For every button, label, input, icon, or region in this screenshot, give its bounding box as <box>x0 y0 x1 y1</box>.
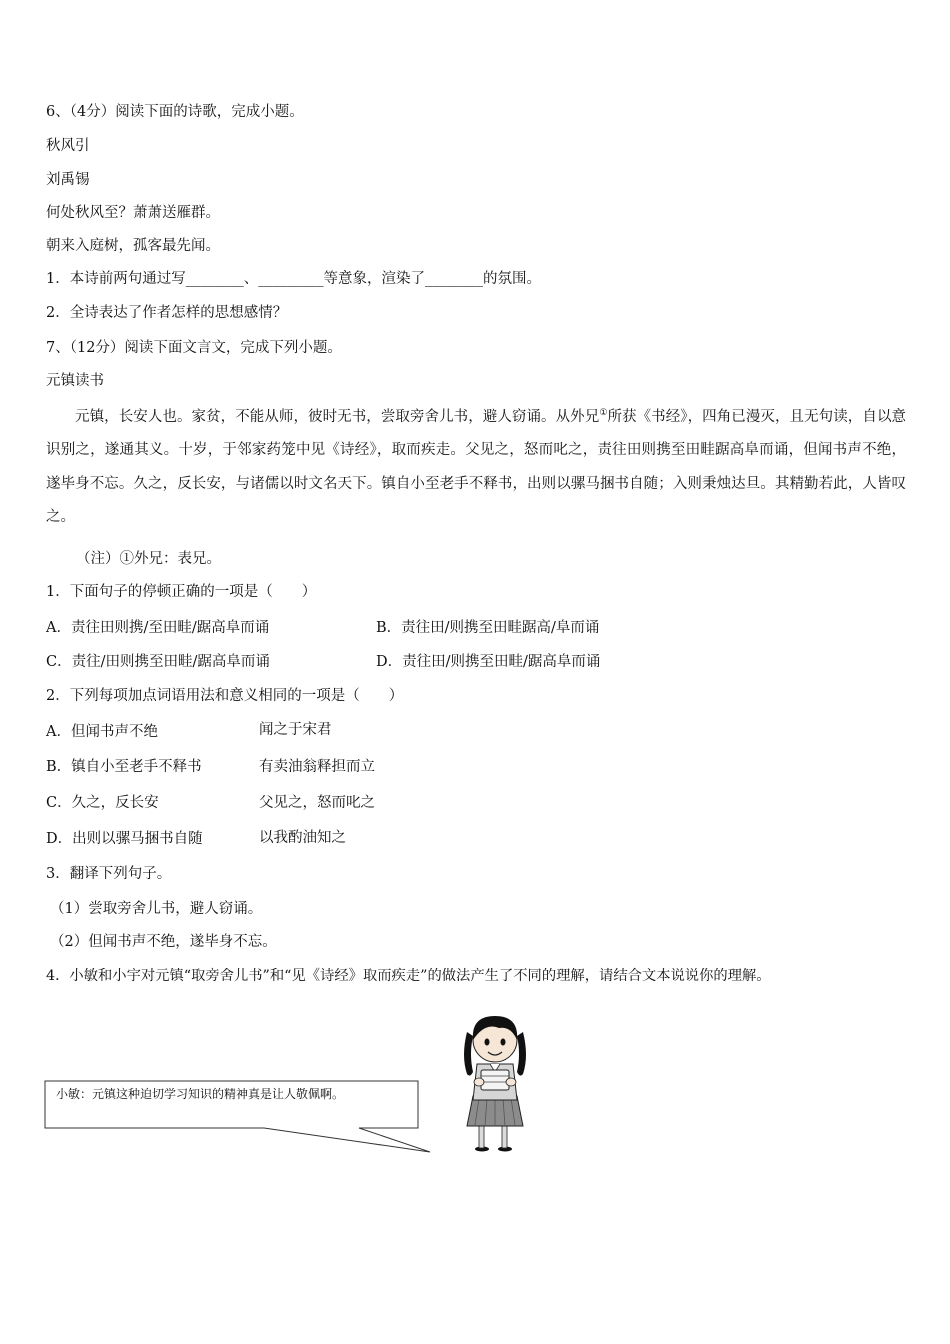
passage <box>46 397 906 535</box>
q7-sub2-option-b-left: B．镇自小至老手不释书 <box>46 759 202 775</box>
q7-sub2-stem: 2．下列每项加点词语用法和意义相同的一项是（ ） <box>46 688 404 704</box>
q7-sub4-stem: 4．小敏和小宇对元镇“取旁舍儿书”和“见《诗经》取而疾走”的做法产生了不同的理解，请结合文本说说你的理解。 <box>46 968 771 984</box>
q7-sub1-option-b: B．责往田/则携至田畦踞高/阜而诵 <box>376 620 600 636</box>
q7-header: 7、（12分）阅读下面文言文，完成下列小题。 <box>46 340 342 356</box>
q7-sub2-option-b-right: 有卖油翁释担而立 <box>259 759 375 775</box>
q7-sub2-option-a-right: 闻之于宋君 <box>259 722 332 738</box>
poem-title: 秋风引 <box>46 138 90 154</box>
q7-sub3-item-2: （2）但闻书声不绝，遂毕身不忘。 <box>50 934 277 950</box>
footnote: （注）①外兄：表兄。 <box>76 551 221 567</box>
speech-bubble-text: 小敏：元镇这种迫切学习知识的精神真是让人敬佩啊。 <box>56 1087 345 1101</box>
girl-illustration <box>455 1012 535 1152</box>
poet-name: 刘禹锡 <box>46 172 90 188</box>
q7-sub1-option-a: A．责往田则携/至田畦/踞高阜而诵 <box>46 620 270 636</box>
q7-sub1-option-d: D．责往田/则携至田畦/踞高阜而诵 <box>376 654 601 670</box>
q6-header: 6、（4分）阅读下面的诗歌，完成小题。 <box>46 104 304 120</box>
passage-part-1: 元镇，长安人也。家贫，不能从师，彼时无书，尝取旁舍儿书，避人窃诵。从外兄 <box>75 408 600 425</box>
q6-sub1: 1．本诗前两句通过写________、_________等意象，渲染了________的氛围。 <box>46 271 541 287</box>
q7-sub1-stem: 1．下面句子的停顿正确的一项是（ ） <box>46 584 317 600</box>
q7-sub2-option-c-right: 父见之，怒而叱之 <box>259 795 375 811</box>
poem-line-2: 朝来入庭树，孤客最先闻。 <box>46 238 220 254</box>
q7-sub2-option-d-left: D．出则以骡马捆书自随 <box>46 831 203 847</box>
q7-title: 元镇读书 <box>46 373 104 389</box>
footnote-marker: ① <box>599 408 608 418</box>
q7-sub2-option-a-left: A．但闻书声不绝 <box>46 724 158 740</box>
poem-line-1: 何处秋风至？萧萧送雁群。 <box>46 205 220 221</box>
q6-sub2: 2．全诗表达了作者怎样的思想感情？ <box>46 305 288 321</box>
q7-sub1-option-c: C．责往/田则携至田畦/踞高阜而诵 <box>46 654 270 670</box>
passage-part-2: 所获《书经》，四角已漫灭，且无句读，自以意识别之，遂通其义。十岁，于邻家药笼中见《诗经》，取而疾走。父见之，怒而叱之，责往田则携至田畦踞高阜而诵，但闻书声不绝，遂毕身不忘。久之，反长安，与诸儒以时文名天下。镇自小至老手不释书，出则以骡马捆书自随；入则秉烛达旦。其精勤若此，人皆叹之。 <box>46 408 907 526</box>
q7-sub2-option-c-left: C．久之，反长安 <box>46 795 159 811</box>
q7-sub3-item-1: （1）尝取旁舍儿书，避人窃诵。 <box>50 901 263 917</box>
q7-sub2-option-d-right: 以我酌油知之 <box>259 830 346 846</box>
q7-sub3-stem: 3．翻译下列句子。 <box>46 866 172 882</box>
